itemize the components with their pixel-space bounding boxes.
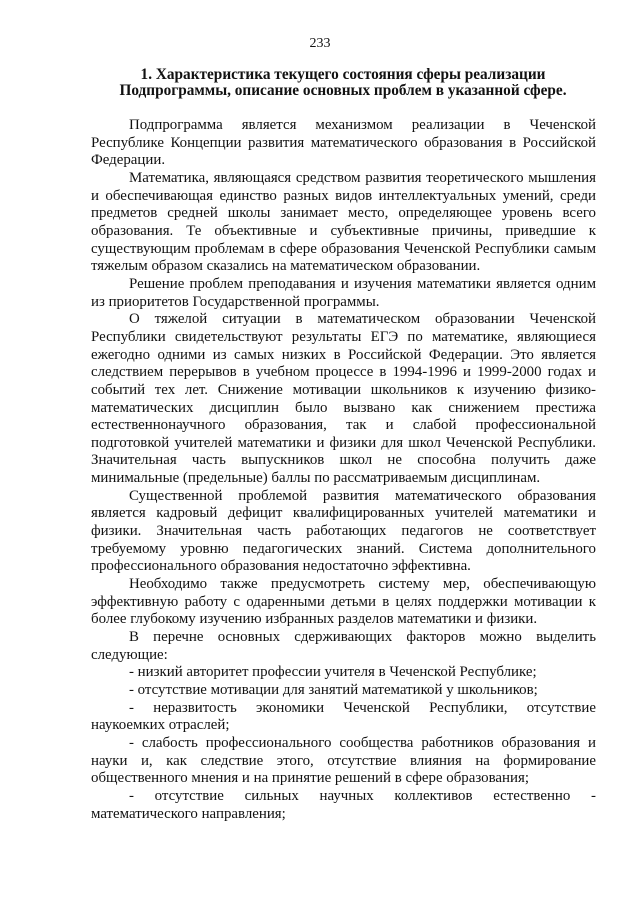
paragraph: Необходимо также предусмотреть систему мер, обеспечивающую эффективную работу с одаренными детьми в целях поддержки мотивации к более глубокому изучению избранных разделов математики и физики. (91, 576, 596, 628)
list-item: - слабость профессионального сообщества работников образования и науки и, как следствие этого, отсутствие влияния на формирование общественного мнения и на принятие решений в сфере образования; (91, 734, 596, 787)
list-item: - отсутствие мотивации для занятий математикой у школьников; (129, 682, 538, 698)
paragraph: Решение проблем преподавания и изучения математики является одним из приоритетов Государственной программы. (91, 275, 596, 310)
section-heading-line-1: 1. Характеристика текущего состояния сферы реализации (140, 66, 546, 83)
paragraph: Существенной проблемой развития математического образования является кадровый дефицит квалифицированных учителей математики и физики. Значительная часть работающих педагогов не соответствует требуемому уровню педагогических знаний. Система дополнительного профессионального образования недостаточно эффективна. (91, 487, 596, 575)
paragraph: Математика, являющаяся средством развития теоретического мышления и обеспечивающая единство разных видов интеллектуальных умений, среди предметов средней школы занимает место, определяющее уровень всего образования. Те объективные и субъективные причины, приведшие к существующим проблемам в сфере образования Чеченской Республики самым тяжелым образом сказались на математическом образовании. (91, 169, 596, 275)
section-heading (92, 67, 594, 99)
list-item: - низкий авторитет профессии учителя в Чеченской Республике; (129, 664, 537, 681)
list-item: - отсутствие сильных научных коллективов естественно - математического направления; (91, 787, 596, 822)
paragraph: О тяжелой ситуации в математическом образовании Чеченской Республики свидетельствуют результаты ЕГЭ по математике, являющиеся ежегодно одними из самых низких в Российской Федерации. Это является следствием перерывов в учебном процессе в 1994-1996 и 1999-2000 годах и событий тех лет. Снижение мотивации школьников к изучению физико-математических дисциплин было вызвано как снижением престижа естественнонаучного образования, так и слабой профессиональной подготовкой учителей математики и физики для школ Чеченской Республики. Значительная часть выпускников школ не способна получить даже минимальные (предельные) баллы по рассматриваемым дисциплинам. (91, 311, 596, 487)
paragraph: В перечне основных сдерживающих факторов можно выделить следующие: (91, 629, 596, 663)
document-body (91, 117, 596, 823)
paragraph: Подпрограмма является механизмом реализации в Чеченской Республике Концепции развития математического образования в Российской Федерации. (91, 117, 596, 169)
page-number: 233 (309, 36, 331, 51)
section-heading-line-2: Подпрограммы, описание основных проблем в указанной сфере. (119, 82, 567, 100)
list-item: - неразвитость экономики Чеченской Республики, отсутствие наукоемких отраслей; (91, 699, 596, 734)
